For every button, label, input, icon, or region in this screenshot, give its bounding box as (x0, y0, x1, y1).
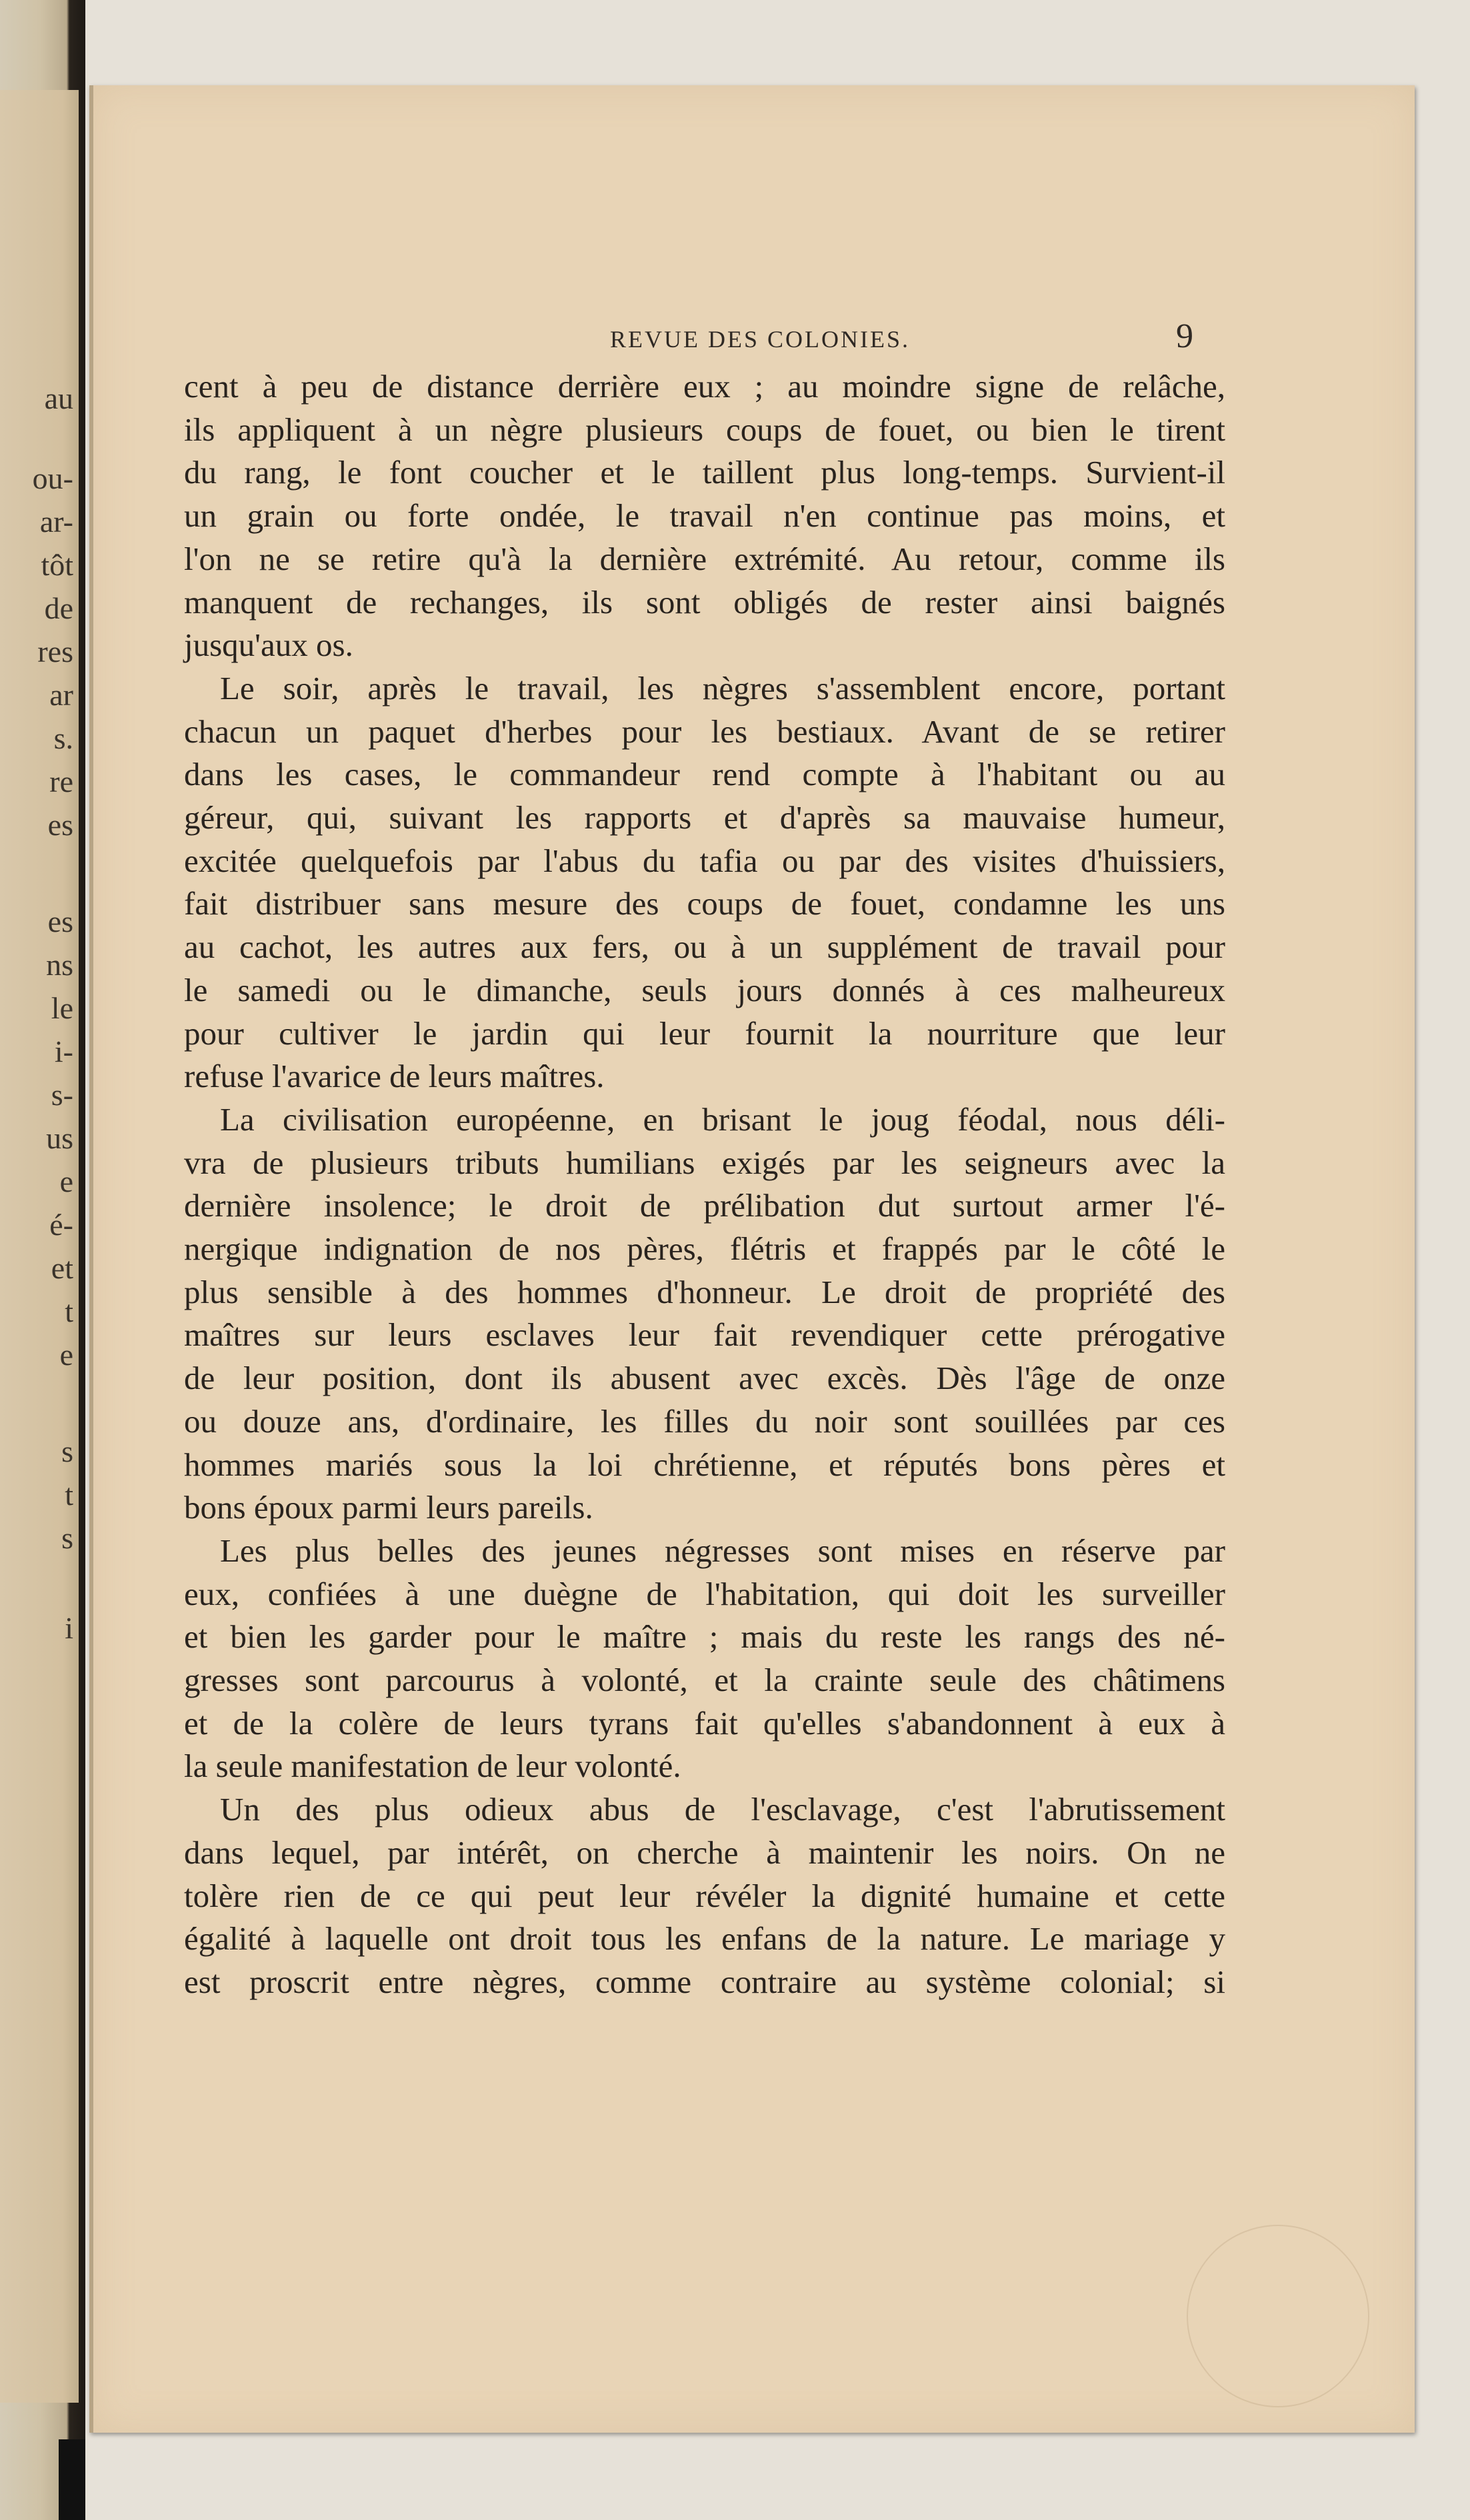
text-line: dernière insolence; le droit de prélibation dut surtout armer l'é- (184, 1187, 1225, 1224)
previous-page-fragment: res (37, 634, 73, 668)
text-line: bons époux parmi leurs pareils. (184, 1489, 593, 1526)
previous-page-fragment: s- (51, 1078, 73, 1112)
running-head: REVUE DES COLONIES. (610, 326, 910, 353)
text-line: au cachot, les autres aux fers, ou à un supplément de travail pour (184, 928, 1225, 966)
previous-page-fragment: us (46, 1121, 73, 1155)
text-line: égalité à laquelle ont droit tous les enfans de la nature. Le mariage y (184, 1920, 1225, 1957)
previous-page-fragment: i (65, 1611, 73, 1645)
previous-page-fragment: ou- (32, 461, 73, 495)
previous-page-fragment: s (61, 1521, 73, 1555)
previous-page-fragment: ar- (39, 505, 73, 539)
text-line: le samedi ou le dimanche, seuls jours donnés à ces malheureux (184, 971, 1225, 1008)
text-line: cent à peu de distance derrière eux ; au moindre signe de relâche, (184, 368, 1225, 405)
previous-page-fragment: e (59, 1338, 73, 1372)
text-line: et bien les garder pour le maître ; mais du reste les rangs des né- (184, 1618, 1225, 1656)
text-line: dans lequel, par intérêt, on cherche à maintenir les noirs. On ne (184, 1834, 1225, 1871)
text-line: gresses sont parcourus à volonté, et la crainte seule des châtimens (184, 1662, 1225, 1698)
text-line: fait distribuer sans mesure des coups de fouet, condamne les uns (184, 885, 1225, 922)
text-line: vra de plusieurs tributs humilians exigés par les seigneurs avec la (184, 1144, 1225, 1181)
text-line: maîtres sur leurs esclaves leur fait revendiquer cette prérogative (184, 1316, 1225, 1354)
previous-page-fragment: i- (54, 1034, 73, 1068)
text-line: tolère rien de ce qui peut leur révéler la dignité humaine et cette (184, 1877, 1225, 1914)
previous-page-fragment: s. (53, 721, 73, 755)
text-line: ils appliquent à un nègre plusieurs coups de fouet, ou bien le tirent (184, 411, 1225, 448)
previous-page-fragment: es (47, 904, 73, 938)
text-line: jusqu'aux os. (184, 627, 353, 664)
text-line: La civilisation européenne, en brisant le joug féodal, nous déli- (220, 1100, 1225, 1138)
text-line: Les plus belles des jeunes négresses sont mises en réserve par (220, 1532, 1225, 1569)
text-line: ou douze ans, d'ordinaire, les filles du noir sont souillées par ces (184, 1402, 1225, 1440)
previous-page-fragment: s (61, 1434, 73, 1468)
text-line: plus sensible à des hommes d'honneur. Le droit de propriété des (184, 1273, 1225, 1310)
previous-page-fragment: ns (46, 948, 73, 982)
previous-page-fragment: au (44, 381, 73, 415)
previous-page-fragment: ar (49, 678, 73, 712)
text-line: eux, confiées à une duègne de l'habitation, qui doit les surveiller (184, 1575, 1225, 1612)
text-line: manquent de rechanges, ils sont obligés de rester ainsi baignés (184, 583, 1225, 621)
text-line: de leur position, dont ils abusent avec excès. Dès l'âge de onze (184, 1360, 1225, 1397)
text-line: dans les cases, le commandeur rend compte à l'habitant ou au (184, 756, 1225, 793)
previous-page-edge (0, 90, 79, 2403)
book-page (89, 85, 1415, 2433)
previous-page-fragment: re (49, 764, 73, 798)
text-line: hommes mariés sous la loi chrétienne, et réputés bons pères et (184, 1446, 1225, 1483)
previous-page-fragment: tôt (41, 548, 73, 582)
text-line: pour cultiver le jardin qui leur fournit la nourriture que leur (184, 1014, 1225, 1052)
text-line: chacun un paquet d'herbes pour les bestiaux. Avant de se retirer (184, 712, 1225, 750)
text-line: Un des plus odieux abus de l'esclavage, c'est l'abrutissement (220, 1791, 1225, 1828)
previous-page-fragment: le (51, 991, 73, 1025)
previous-page-fragment: é- (49, 1208, 73, 1242)
text-line: du rang, le font coucher et le taillent plus long-temps. Survient-il (184, 454, 1225, 491)
previous-page-fragment: es (47, 808, 73, 842)
previous-page-fragment: t (65, 1294, 73, 1328)
text-line: et de la colère de leurs tyrans fait qu'elles s'abandonnent à eux à (184, 1704, 1225, 1742)
text-line: refuse l'avarice de leurs maîtres. (184, 1058, 605, 1095)
binding-shadow (59, 2439, 85, 2520)
text-line: Le soir, après le travail, les nègres s'assemblent encore, portant (220, 669, 1225, 706)
text-line: est proscrit entre nègres, comme contraire au système colonial; si (184, 1963, 1225, 2000)
previous-page-fragment: de (44, 591, 73, 625)
previous-page-fragment: et (51, 1251, 73, 1285)
text-line: un grain ou forte ondée, le travail n'en continue pas moins, et (184, 497, 1225, 535)
previous-page-fragment: e (59, 1164, 73, 1198)
text-line: nergique indignation de nos pères, flétris et frappés par le côté le (184, 1230, 1225, 1267)
library-stamp-stain (1187, 2225, 1369, 2407)
page-number: 9 (1176, 317, 1193, 355)
text-line: excitée quelquefois par l'abus du tafia ou par des visites d'huissiers, (184, 842, 1225, 879)
text-line: la seule manifestation de leur volonté. (184, 1748, 681, 1785)
previous-page-fragment: t (65, 1478, 73, 1512)
text-line: l'on ne se retire qu'à la dernière extrémité. Au retour, comme ils (184, 540, 1225, 577)
text-line: géreur, qui, suivant les rapports et d'après sa mauvaise humeur, (184, 799, 1225, 836)
